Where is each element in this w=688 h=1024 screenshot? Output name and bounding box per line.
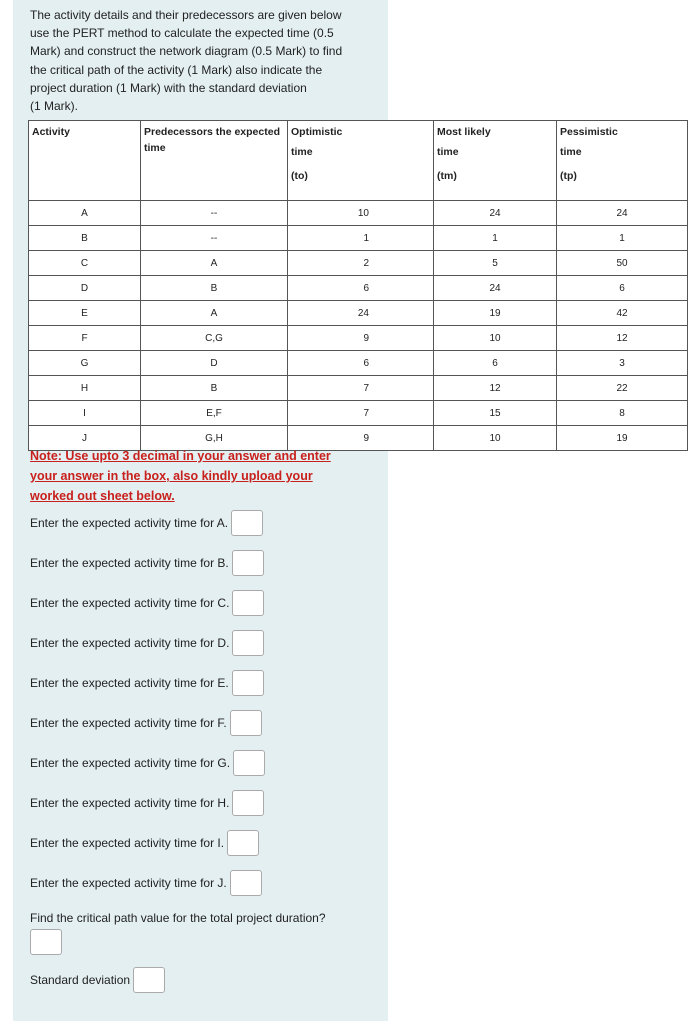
answer-input-c[interactable]	[232, 590, 264, 616]
header-predecessors-line1: Predecessors the expected	[144, 126, 280, 138]
cell-optimistic: 1	[288, 226, 434, 251]
header-optimistic	[288, 121, 434, 201]
question-g	[30, 750, 265, 776]
question-c	[30, 590, 264, 616]
table-header-row	[29, 121, 688, 201]
std-dev-label: Standard deviation	[30, 973, 131, 987]
cell-pessimistic: 1	[557, 226, 688, 251]
table-row	[29, 401, 688, 426]
cell-pessimistic: 19	[557, 426, 688, 451]
table-row	[29, 276, 688, 301]
answer-input-i[interactable]	[227, 830, 259, 856]
intro-line: Mark) and construct the network diagram (0.5 Mark) to find	[30, 44, 343, 59]
question-intro	[30, 6, 370, 115]
cell-pessimistic: 12	[557, 326, 688, 351]
cell-predecessor: B	[141, 276, 288, 301]
cell-optimistic: 2	[288, 251, 434, 276]
question-j	[30, 870, 262, 896]
cell-predecessor: C,G	[141, 326, 288, 351]
question-i	[30, 830, 259, 856]
answer-input-b[interactable]	[232, 550, 264, 576]
cell-most-likely: 15	[434, 401, 557, 426]
question-label-b: Enter the expected activity time for B.	[30, 556, 229, 570]
cell-activity: B	[29, 226, 141, 251]
cell-predecessor: D	[141, 351, 288, 376]
answer-input-f[interactable]	[230, 710, 262, 736]
question-label-f: Enter the expected activity time for F.	[30, 716, 227, 730]
cell-activity: H	[29, 376, 141, 401]
question-h	[30, 790, 264, 816]
cell-optimistic: 9	[288, 326, 434, 351]
cell-most-likely: 10	[434, 426, 557, 451]
question-label-j: Enter the expected activity time for J.	[30, 876, 227, 890]
cell-optimistic: 24	[288, 301, 434, 326]
note-line: Note: Use upto 3 decimal in your answer and enter	[30, 449, 331, 463]
cell-activity: F	[29, 326, 141, 351]
header-activity	[29, 121, 141, 201]
cell-predecessor: G,H	[141, 426, 288, 451]
cell-most-likely: 24	[434, 276, 557, 301]
cell-most-likely: 6	[434, 351, 557, 376]
header-optimistic-line2: time	[291, 146, 313, 158]
intro-line: (1 Mark).	[30, 99, 78, 114]
cell-optimistic: 6	[288, 276, 434, 301]
cell-predecessor: A	[141, 301, 288, 326]
cell-activity: D	[29, 276, 141, 301]
table-row	[29, 301, 688, 326]
table-row	[29, 376, 688, 401]
cell-pessimistic: 50	[557, 251, 688, 276]
pert-activity-table	[28, 120, 688, 451]
question-label-a: Enter the expected activity time for A.	[30, 516, 229, 530]
header-activity-label: Activity	[32, 126, 70, 138]
cell-optimistic: 6	[288, 351, 434, 376]
question-label-d: Enter the expected activity time for D.	[30, 636, 230, 650]
question-b	[30, 550, 264, 576]
header-pessimistic-line2: time	[560, 146, 582, 158]
table-row	[29, 226, 688, 251]
std-dev-input[interactable]	[133, 967, 165, 993]
question-f	[30, 710, 262, 736]
table-row	[29, 201, 688, 226]
header-pessimistic-line1: Pessimistic	[560, 126, 618, 138]
cell-most-likely: 12	[434, 376, 557, 401]
answer-input-j[interactable]	[230, 870, 262, 896]
intro-line: use the PERT method to calculate the expected time (0.5	[30, 26, 334, 41]
cell-predecessor: --	[141, 201, 288, 226]
cell-most-likely: 5	[434, 251, 557, 276]
cell-most-likely: 1	[434, 226, 557, 251]
header-optimistic-line1: Optimistic	[291, 126, 343, 138]
header-most-likely-line3: (tm)	[437, 170, 457, 182]
header-predecessors	[141, 121, 288, 201]
answer-input-d[interactable]	[232, 630, 264, 656]
cell-pessimistic: 6	[557, 276, 688, 301]
cell-predecessor: E,F	[141, 401, 288, 426]
header-predecessors-line2: time	[144, 142, 166, 154]
header-pessimistic-line3: (tp)	[560, 170, 577, 182]
cell-most-likely: 10	[434, 326, 557, 351]
cell-activity: G	[29, 351, 141, 376]
question-label-c: Enter the expected activity time for C.	[30, 596, 230, 610]
cell-pessimistic: 22	[557, 376, 688, 401]
cell-most-likely: 19	[434, 301, 557, 326]
cell-predecessor: B	[141, 376, 288, 401]
cell-predecessor: --	[141, 226, 288, 251]
header-most-likely-line1: Most likely	[437, 126, 491, 138]
note-text	[30, 446, 370, 506]
cell-activity: E	[29, 301, 141, 326]
cell-pessimistic: 42	[557, 301, 688, 326]
critical-path-answer-wrap	[30, 929, 62, 960]
answer-input-a[interactable]	[231, 510, 263, 536]
question-label-g: Enter the expected activity time for G.	[30, 756, 231, 770]
question-e	[30, 670, 264, 696]
header-optimistic-line3: (to)	[291, 170, 308, 182]
header-most-likely	[434, 121, 557, 201]
cell-activity: I	[29, 401, 141, 426]
cell-optimistic: 10	[288, 201, 434, 226]
cell-pessimistic: 8	[557, 401, 688, 426]
header-pessimistic	[557, 121, 688, 201]
question-label-i: Enter the expected activity time for I.	[30, 836, 225, 850]
intro-line: project duration (1 Mark) with the standard deviation	[30, 80, 307, 95]
header-most-likely-line2: time	[437, 146, 459, 158]
answer-input-h[interactable]	[232, 790, 264, 816]
cell-predecessor: A	[141, 251, 288, 276]
table-row	[29, 351, 688, 376]
critical-path-input[interactable]	[30, 929, 62, 955]
cell-optimistic: 9	[288, 426, 434, 451]
note-line: worked out sheet below.	[30, 489, 175, 503]
table-row	[29, 326, 688, 351]
question-label-e: Enter the expected activity time for E.	[30, 676, 229, 690]
question-a	[30, 510, 263, 536]
intro-line: The activity details and their predecessors are given below	[30, 8, 342, 22]
cell-activity: A	[29, 201, 141, 226]
std-dev-question	[30, 967, 165, 993]
question-d	[30, 630, 264, 656]
cell-optimistic: 7	[288, 376, 434, 401]
critical-path-question: Find the critical path value for the total project duration?	[30, 911, 326, 925]
cell-activity: J	[29, 426, 141, 451]
cell-pessimistic: 24	[557, 201, 688, 226]
cell-pessimistic: 3	[557, 351, 688, 376]
note-line: your answer in the box, also kindly upload your	[30, 469, 313, 483]
cell-most-likely: 24	[434, 201, 557, 226]
intro-line: the critical path of the activity (1 Mark) also indicate the	[30, 62, 323, 77]
answer-input-g[interactable]	[233, 750, 265, 776]
cell-optimistic: 7	[288, 401, 434, 426]
cell-activity: C	[29, 251, 141, 276]
question-label-h: Enter the expected activity time for H.	[30, 796, 230, 810]
table-row	[29, 251, 688, 276]
answer-input-e[interactable]	[232, 670, 264, 696]
